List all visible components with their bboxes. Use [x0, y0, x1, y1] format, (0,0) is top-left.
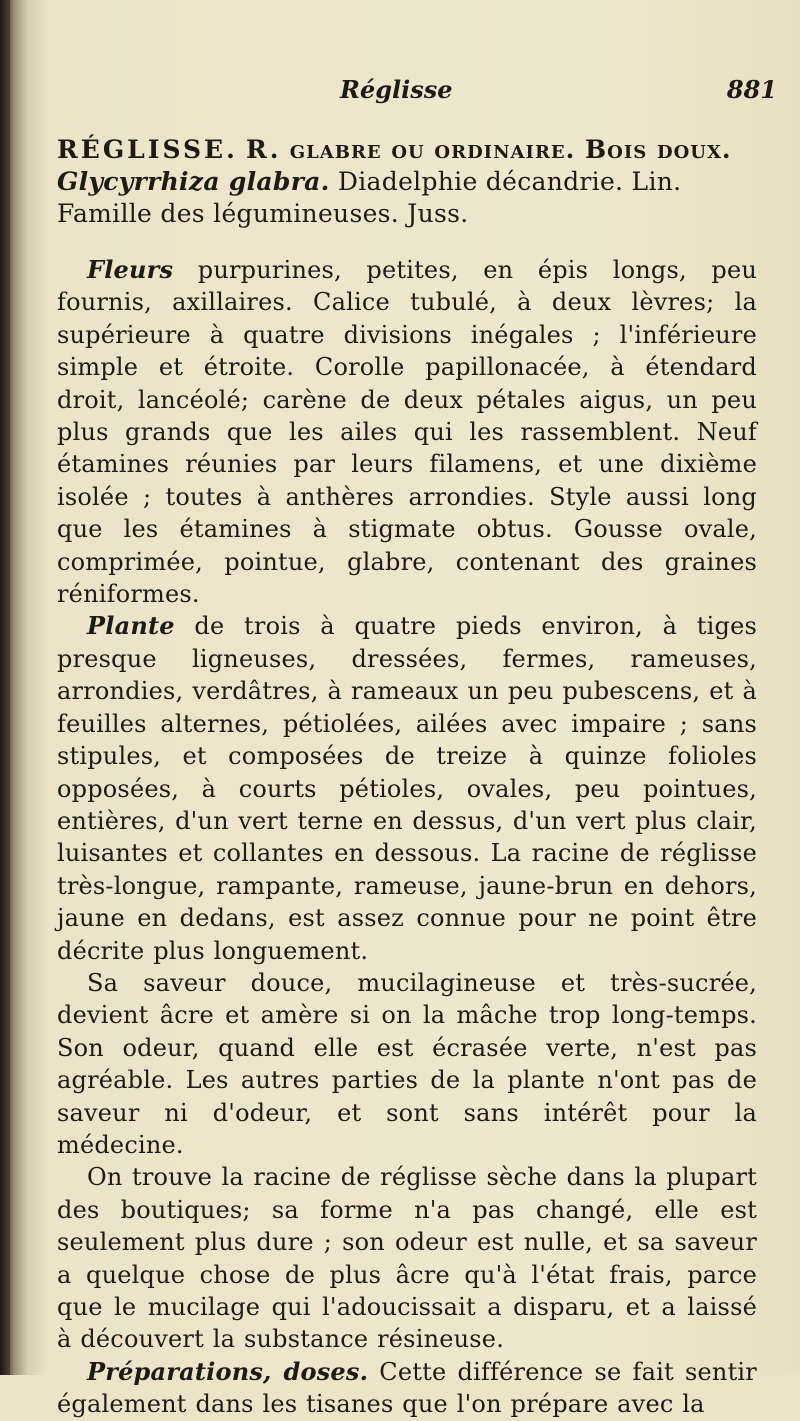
- paragraph-lead: Préparations, doses.: [87, 1356, 369, 1386]
- classification: Diadelphie décandrie. Lin.: [329, 167, 682, 196]
- paragraph-text: Cette différence se fait sentir également dans les tisanes que l'on prépare avec la: [57, 1357, 757, 1419]
- running-title: Réglisse: [340, 75, 453, 104]
- paragraph-flowers: [57, 254, 757, 610]
- paragraph-plant: [57, 610, 757, 966]
- paragraph-dried-root: [57, 1161, 757, 1355]
- paragraph-taste: [57, 967, 757, 1161]
- paragraph-text: purpurines, petites, en épis longs, peu fournis, axillaires. Calice tubulé, à deux lèvres; la supérieure à quatre divisions inégales ; l'inférieure simple et étroite. Corolle papillonacée, à étendard droit, lancéolé; carène de deux pétales aigus, un peu plus grands que les ailes qui les rassemblent. Neuf étamines réunies par leurs filamens, et une dixième isolée ; toutes à anthères arrondies. Style aussi long que les étamines à stigmate obtus. Gousse ovale, comprimée, pointue, glabre, contenant des graines réniformes.: [57, 256, 757, 609]
- running-head: [57, 70, 777, 110]
- paragraph-text: On trouve la racine de réglisse sèche dans la plupart des boutiques; sa forme n'a pas changé, elle est seulement plus dure ; son odeur est nulle, et sa saveur a quelque chose de plus âcre qu'à l'état frais, parce que le mucilage qui l'adoucissait a disparu, et a laissé à découvert la substance résineuse.: [57, 1163, 757, 1354]
- text-block: [57, 70, 777, 1421]
- entry-name: RÉGLISSE.: [57, 135, 238, 164]
- latin-name: Glycyrrhiza glabra.: [57, 167, 330, 196]
- paragraph-lead: Plante: [87, 611, 175, 641]
- paragraph-text: Sa saveur douce, mucilagineuse et très-sucrée, devient âcre et amère si on la mâche trop long-temps. Son odeur, quand elle est écrasée verte, n'est pas agréable. Les autres parties de la plante n'ont pas de saveur ni d'odeur, et sont sans intérêt pour la médecine.: [57, 968, 757, 1159]
- paragraph-lead: Fleurs: [87, 255, 174, 284]
- family: Famille des légumineuses. Juss.: [57, 199, 469, 228]
- entry-abbr: R.: [246, 135, 282, 164]
- binding-gutter: [0, 0, 10, 1375]
- page-number: 881: [726, 75, 777, 104]
- entry-synonyms: glabre ou ordinaire. Bois doux.: [289, 135, 732, 164]
- paragraph-text: de trois à quatre pieds environ, à tiges presque ligneuses, dressées, fermes, rameuses, arrondies, verdâtres, à rameaux un peu pubescens, et à feuilles alternes, pétiolées, ailées avec impaire ; sans stipules, et composées de treize à quinze folioles opposées, à courts pétioles, ovales, peu pointues, entières, d'un vert terne en dessus, d'un vert plus clair, luisantes et collantes en dessous. La racine de réglisse très-longue, rampante, rameuse, jaune-brun en dehors, jaune en dedans, est assez connue pour ne point être décrite plus longuement.: [57, 612, 757, 965]
- section-gap: [57, 230, 757, 254]
- entry-heading: [57, 134, 757, 230]
- paragraph-preparations: [57, 1356, 757, 1421]
